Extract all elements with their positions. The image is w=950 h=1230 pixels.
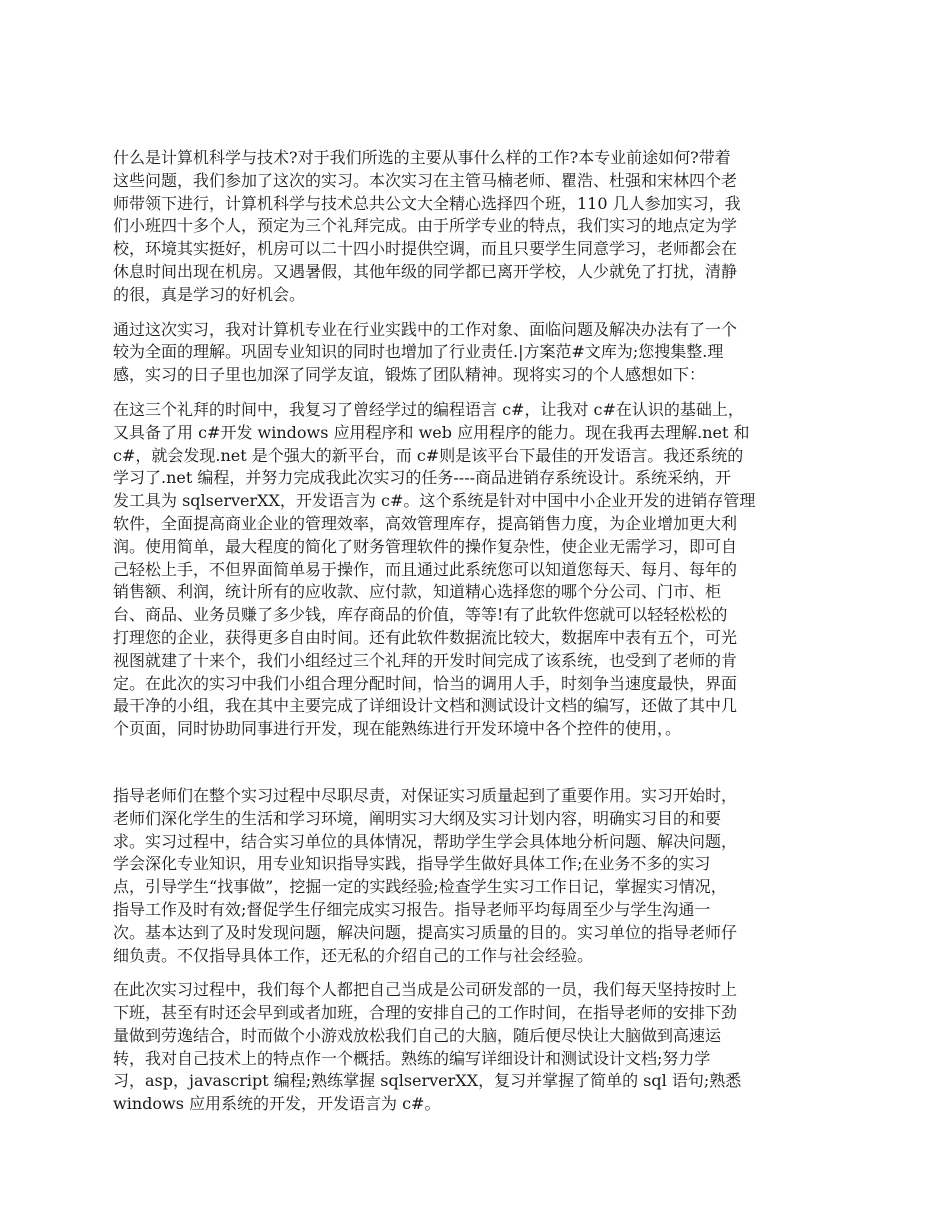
document-body: [113, 147, 840, 1128]
paragraph-work-habits: 在此次实习过程中，我们每个人都把自己当成是公司研发部的一员，我们每天坚持按时上 下班，甚至有时还会早到或者加班，合理的安排自己的工作时间，在指导老师的安排下劲 量做到劳逸结合，时而做个小游戏放松我们自己的大脑，随后便尽快让大脑做到高速运 转，我对自己技术上的特点作一个概括。熟练的编写详细设计和测试设计文档;努力学 习，asp，javascript 编程;熟练掌握 sqlserverXX，复习并掌握了简单的 sql 语句;熟悉 windows 应用系统的开发，开发语言为 c#。: [113, 980, 742, 1114]
paragraph-understanding: 通过这次实习，我对计算机专业在行业实践中的工作对象、面临问题及解决办法有了一个 较为全面的理解。巩固专业知识的同时也增加了行业责任.|方案范#文库为;您搜集整.理 感，实习的日子里也加深了同学友谊，锻炼了团队精神。现将实习的个人感想如下：: [113, 319, 738, 385]
paragraph-instructors: 指导老师们在整个实习过程中尽职尽责，对保证实习质量起到了重要作用。实习开始时， 老师们深化学生的生活和学习环境，阐明实习大纲及实习计划内容，明确实习目的和要 求。实习过程中，结合实习单位的具体情况，帮助学生学会具体地分析问题、解决问题， 学会深化专业知识，用专业知识指导实践，指导学生做好具体工作;在业务不多的实习 点，引导学生“找事做”，挖掘一定的实践经验;检查学生实习工作日记，掌握实习情况， 指导工作及时有效;督促学生仔细完成实习报告。指导老师平均每周至少与学生沟通一 次。基本达到了及时发现问题，解决问题，提高实习质量的目的。实习单位的指导老师仔 细负责。不仅指导具体工作，还无私的介绍自己的工作与社会经验。: [113, 785, 738, 965]
paragraph-csharp-study: 在这三个礼拜的时间中，我复习了曾经学过的编程语言 c#，让我对 c#在认识的基础上， 又具备了用 c#开发 windows 应用程序和 web 应用程序的能力。现在我再去理解.net 和 c#，就会发现.net 是个强大的新平台，而 c#则是该平台下最佳的开发语言。我还系统的 学习了.net 编程，并努力完成我此次实习的任务----商品进销存系统设计。系统采纳，开 发工具为 sqlserverXX，开发语言为 c#。这个系统是针对中国中小企业开发的进销存管理 软件，全面提高商业企业的管理效率，高效管理库存，提高销售力度，为企业增加更大利 润。使用简单，最大程度的简化了财务管理软件的操作复杂性，使企业无需学习，即可自 己轻松上手，不但界面简单易于操作，而且通过此系统您可以知道您每天、每月、每年的 销售额、利润，统计所有的应收款、应付款，知道精心选择您的哪个分公司、门市、柜 台、商品、业务员赚了多少钱，库存商品的价值，等等!有了此软件您就可以轻轻松松的 打理您的企业，获得更多自由时间。还有此软件数据流比较大，数据库中表有五个，可光 视图就建了十来个，我们小组经过三个礼拜的开发时间完成了该系统，也受到了老师的肯 定。在此次的实习中我们小组合理分配时间，恰当的调用人手，时刻争当速度最快，界面 最干净的小组，我在其中主要完成了详细设计文档和测试设计文档的编写，还做了其中几 个页面，同时协助同事进行开发，现在能熟练进行开发环境中各个控件的使用，。: [113, 399, 756, 739]
paragraph-intro: 什么是计算机科学与技术?对于我们所选的主要从事什么样的工作?本专业前途如何?带着 这些问题，我们参加了这次的实习。本次实习在主管马楠老师、瞿浩、杜强和宋林四个老 师带领下进行，计算机科学与技术总共公文大全精心选择四个班，110 几人参加实习，我 们小班四十多个人，预定为三个礼拜完成。由于所学专业的特点，我们实习的地点定为学 校，环境其实挺好，机房可以二十四小时提供空调，而且只要学生同意学习，老师都会在 休息时间出现在机房。又遇暑假，其他年级的同学都已离开学校，人少就免了打扰，清静 的很，真是学习的好机会。: [113, 148, 741, 304]
